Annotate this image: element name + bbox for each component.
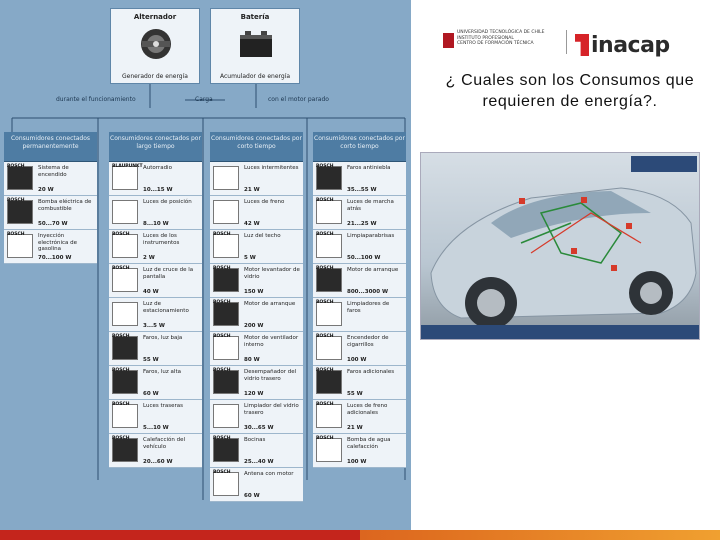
low-beam-icon <box>112 336 138 360</box>
consumer-item: Limpiador del vidrio trasero 30...65 W <box>210 400 303 434</box>
extra-brake-light-icon <box>316 404 342 428</box>
consumer-item: BOSCH Calefacción del vehículo 20...60 W <box>109 434 202 468</box>
column-permanent <box>4 132 97 264</box>
consumer-item: BOSCH Bomba eléctrica de combustible 50...70 W <box>4 196 97 230</box>
extra-headlight-icon <box>316 370 342 394</box>
reverse-light-icon <box>316 200 342 224</box>
consumer-item: BOSCH Desempañador del vidrio trasero 120 W <box>210 366 303 400</box>
column-header: Consumidores conectados por corto tiempo <box>313 132 406 162</box>
utc-mark-icon <box>443 33 454 48</box>
consumer-item: Luces de freno 42 W <box>210 196 303 230</box>
column-header: Consumidores conectados por corto tiempo <box>210 132 303 162</box>
consumer-item: BOSCH Motor de arranque 200 W <box>210 298 303 332</box>
consumer-item: BOSCH Motor de arranque 800...3000 W <box>313 264 406 298</box>
consumer-item: BOSCH Faros, luz alta 60 W <box>109 366 202 400</box>
instrument-light-icon <box>112 234 138 258</box>
car-legend-footer <box>421 325 699 339</box>
alternator-caption: Generador de energía <box>122 73 188 80</box>
fuel-pump-icon <box>7 200 33 224</box>
consumer-item: Luz de estacionamiento 3...5 W <box>109 298 202 332</box>
fog-light-icon <box>316 166 342 190</box>
battery-caption: Acumulador de energía <box>219 73 291 80</box>
alternator-title: Alternador <box>133 13 177 21</box>
consumer-item: BOSCH Motor de ventilador interno 80 W <box>210 332 303 366</box>
inacap-wordmark: inacap <box>591 32 670 58</box>
consumer-item: BOSCH Luces traseras 5...10 W <box>109 400 202 434</box>
bus-label-charge: Carga <box>195 96 213 103</box>
footer-accent-bar <box>0 530 720 540</box>
consumer-item: BOSCH Bocinas 25...40 W <box>210 434 303 468</box>
fan-motor-icon <box>213 336 239 360</box>
inacap-logo <box>575 32 670 58</box>
consumer-item: BOSCH Luces de marcha atrás 21...25 W <box>313 196 406 230</box>
column-short-time-2 <box>313 132 406 468</box>
consumer-item: BOSCH Antena con motor 60 W <box>210 468 303 502</box>
consumer-item: BLAUPUNKT Autorradio 10...15 W <box>109 162 202 196</box>
position-light-icon <box>112 200 138 224</box>
car-illustration <box>421 153 700 340</box>
slide-question: ¿ Cuales son los Consumos que requieren de energía?. <box>445 72 695 110</box>
inacap-mark-icon <box>575 34 589 56</box>
roof-light-icon <box>213 234 239 258</box>
utc-logo: UNIVERSIDAD TECNOLÓGICA DE CHILE INSTITUTO PROFESIONAL CENTRO DE FORMACIÓN TÉCNICA <box>443 30 561 52</box>
window-motor-icon <box>213 268 239 292</box>
bus-label-running: durante el funcionamiento <box>56 96 136 103</box>
parking-light-icon <box>112 302 138 326</box>
consumer-item: BOSCH Faros adicionales 55 W <box>313 366 406 400</box>
battery-title: Batería <box>240 13 270 21</box>
consumer-item: BOSCH Luces de freno adicionales 21 W <box>313 400 406 434</box>
rear-wiper-icon <box>213 404 239 428</box>
consumer-item: BOSCH Limpiadores de faros <box>313 298 406 332</box>
antenna-icon <box>213 472 239 496</box>
horn-icon <box>213 438 239 462</box>
consumer-item: BOSCH Faros, luz baja 55 W <box>109 332 202 366</box>
screen-light-icon <box>112 268 138 292</box>
column-long-time <box>109 132 202 468</box>
headlight-wiper-icon <box>316 302 342 326</box>
ignition-icon <box>7 166 33 190</box>
starter-motor-icon <box>213 302 239 326</box>
column-short-time-1 <box>210 132 303 502</box>
column-header: Consumidores conectados permanentemente <box>4 132 97 162</box>
consumer-item: BOSCH Limpiaparabrisas 50...100 W <box>313 230 406 264</box>
consumer-item: Luces de posición 8...10 W <box>109 196 202 230</box>
heater-icon <box>112 438 138 462</box>
wiper-icon <box>316 234 342 258</box>
starter-icon <box>316 268 342 292</box>
water-pump-icon <box>316 438 342 462</box>
consumer-item: BOSCH Faros antiniebla 35...55 W <box>313 162 406 196</box>
consumer-item: BOSCH Encendedor de cigarrillos 100 W <box>313 332 406 366</box>
car-electrical-system-photo <box>420 152 700 340</box>
rear-defroster-icon <box>213 370 239 394</box>
consumer-item: BOSCH Inyección electrónica de gasolina 70...100 W <box>4 230 97 264</box>
turn-signal-icon <box>213 166 239 190</box>
injector-icon <box>7 234 33 258</box>
brake-light-icon <box>213 200 239 224</box>
consumer-item: BOSCH Luz de cruce de la pantalla 40 W <box>109 264 202 298</box>
high-beam-icon <box>112 370 138 394</box>
cigarette-lighter-icon <box>316 336 342 360</box>
rear-light-icon <box>112 404 138 428</box>
radio-icon <box>112 166 138 190</box>
logo-divider <box>566 30 567 54</box>
consumer-item: BOSCH Bomba de agua calefacción 100 W <box>313 434 406 468</box>
bus-label-stopped: con el motor parado <box>268 96 329 103</box>
consumer-item: BOSCH Luz del techo 5 W <box>210 230 303 264</box>
car-legend <box>631 156 697 172</box>
consumer-item: BOSCH Luces de los instrumentos 2 W <box>109 230 202 264</box>
consumer-item: Luces intermitentes 21 W <box>210 162 303 196</box>
consumer-item: BOSCH Sistema de encendido 20 W <box>4 162 97 196</box>
consumer-item: BOSCH Motor levantador de vidrio 150 W <box>210 264 303 298</box>
column-header: Consumidores conectados por largo tiempo <box>109 132 202 162</box>
